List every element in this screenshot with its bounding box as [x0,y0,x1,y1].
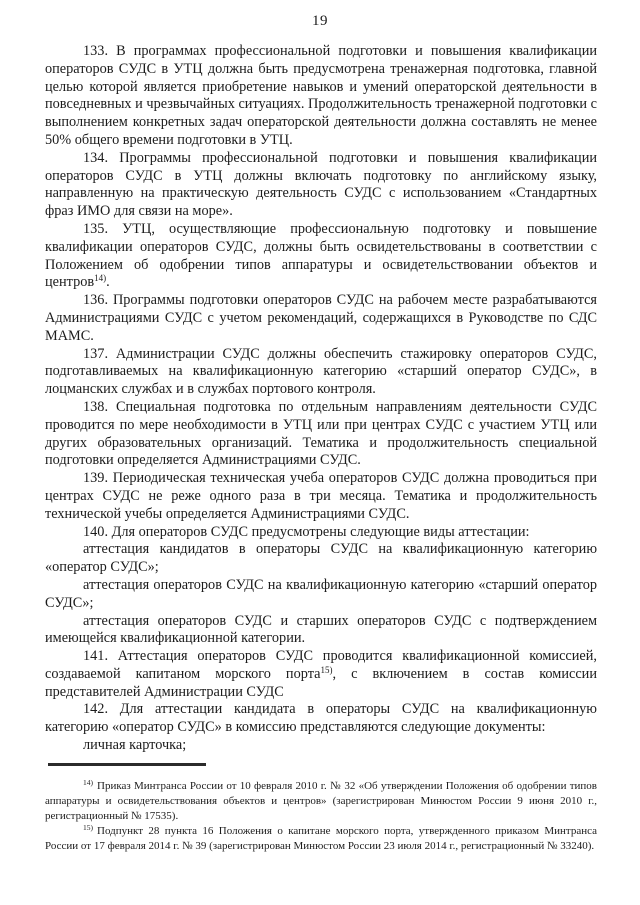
paragraph: 135. УТЦ, осуществляющие профессиональную подготовку и повышение квалификации операторов СУДС, должны быть освидетельствованы в соответствии с Положением об одобрении типов аппаратуры и освидетельствовании объектов и центров$^{14)}$. [45,220,597,291]
document-body [45,43,597,755]
footnote-marker: 15) [320,664,333,675]
paragraph: 139. Периодическая техническая учеба операторов СУДС должна проводиться при центрах СУДС не реже одного раза в три месяца. Тематика и продолжительность технической учебы определяется Администрациями СУДС. [45,470,597,522]
paragraph: 137. Администрации СУДС должны обеспечить стажировку операторов СУДС, подготавливаемых на квалификационную категорию «старший оператор СУДС», в лоцманских службах и в службах портового контроля. [45,345,597,398]
paragraph: 141. Аттестация операторов СУДС проводится квалификационной комиссией, создаваемой капитаном морского порта$^{15)}$, с включением в состав комиссии представителей Администрации СУДС [45,648,597,700]
paragraph: 140. Для операторов СУДС предусмотрены следующие виды аттестации: [83,523,530,540]
footnotes [45,779,597,854]
paragraph: 138. Специальная подготовка по отдельным направлениям деятельности СУДС проводится по мере необходимости в УТЦ или при центрах СУДС с участием УТЦ или других образовательных организаций. Тематика и продолжительность специальной подготовки определяется Администрациями СУДС. [45,398,597,469]
footnote-item: $^{14)}$ Приказ Минтранса России от 10 февраля 2010 г. № 32 «Об утверждении Положения об одобрении типов аппаратуры и освидетельствования объектов и центров» (зарегистрирован Минюстом России 9 июня 2010 г., регистрационный № 17535). [45,777,597,822]
paragraph: 133. В программах профессиональной подготовки и повышения квалификации операторов СУДС в УТЦ должна быть предусмотрена тренажерная подготовка, главной целью которой является приобретение навыков и умений операторской деятельности в повседневных и чрезвычайных ситуациях. Продолжительность тренажерной подготовки с выполнением конкретных задач операторской деятельности должна составлять не менее 50% общего времени подготовки в УТЦ. [45,43,597,148]
paragraph: 142. Для аттестации кандидата в операторы СУДС на квалификационную категорию «оператор СУДС» в комиссию представляются следующие документы: [45,701,597,736]
footnote-marker: 15) [83,822,93,832]
paragraph: 134. Программы профессиональной подготовки и повышения квалификации операторов СУДС в УТЦ должны включать подготовку по английскому языку, направленную на практическую деятельность СУДС с использованием «Стандартных фраз ИМО для связи на море». [45,149,597,220]
paragraph: аттестация кандидатов в операторы СУДС на квалификационную категорию «оператор СУДС»; [45,541,597,576]
footnote-separator [48,763,206,766]
paragraph: аттестация операторов СУДС и старших операторов СУДС с подтверждением имеющейся квалификационной категории. [45,612,597,647]
page-number: 19 [312,13,328,29]
footnote-item: $^{15)}$ Подпункт 28 пункта 16 Положения о капитане морского порта, утвержденного приказом Минтранса России от 17 февраля 2014 г. № 39 (зарегистрирован Минюстом России 23 июля 2014 г., регистрационный № 33240). [45,822,597,852]
paragraph: 136. Программы подготовки операторов СУДС на рабочем месте разрабатываются Администрациями СУДС с учетом рекомендаций, содержащихся в Руководстве по СДС МАМС. [45,292,597,344]
paragraph: аттестация операторов СУДС на квалификационную категорию «старший оператор СУДС»; [45,576,597,611]
footnote-marker: 14) [83,777,93,787]
paragraph: личная карточка; [83,737,187,754]
footnote-marker: 14) [94,273,107,284]
